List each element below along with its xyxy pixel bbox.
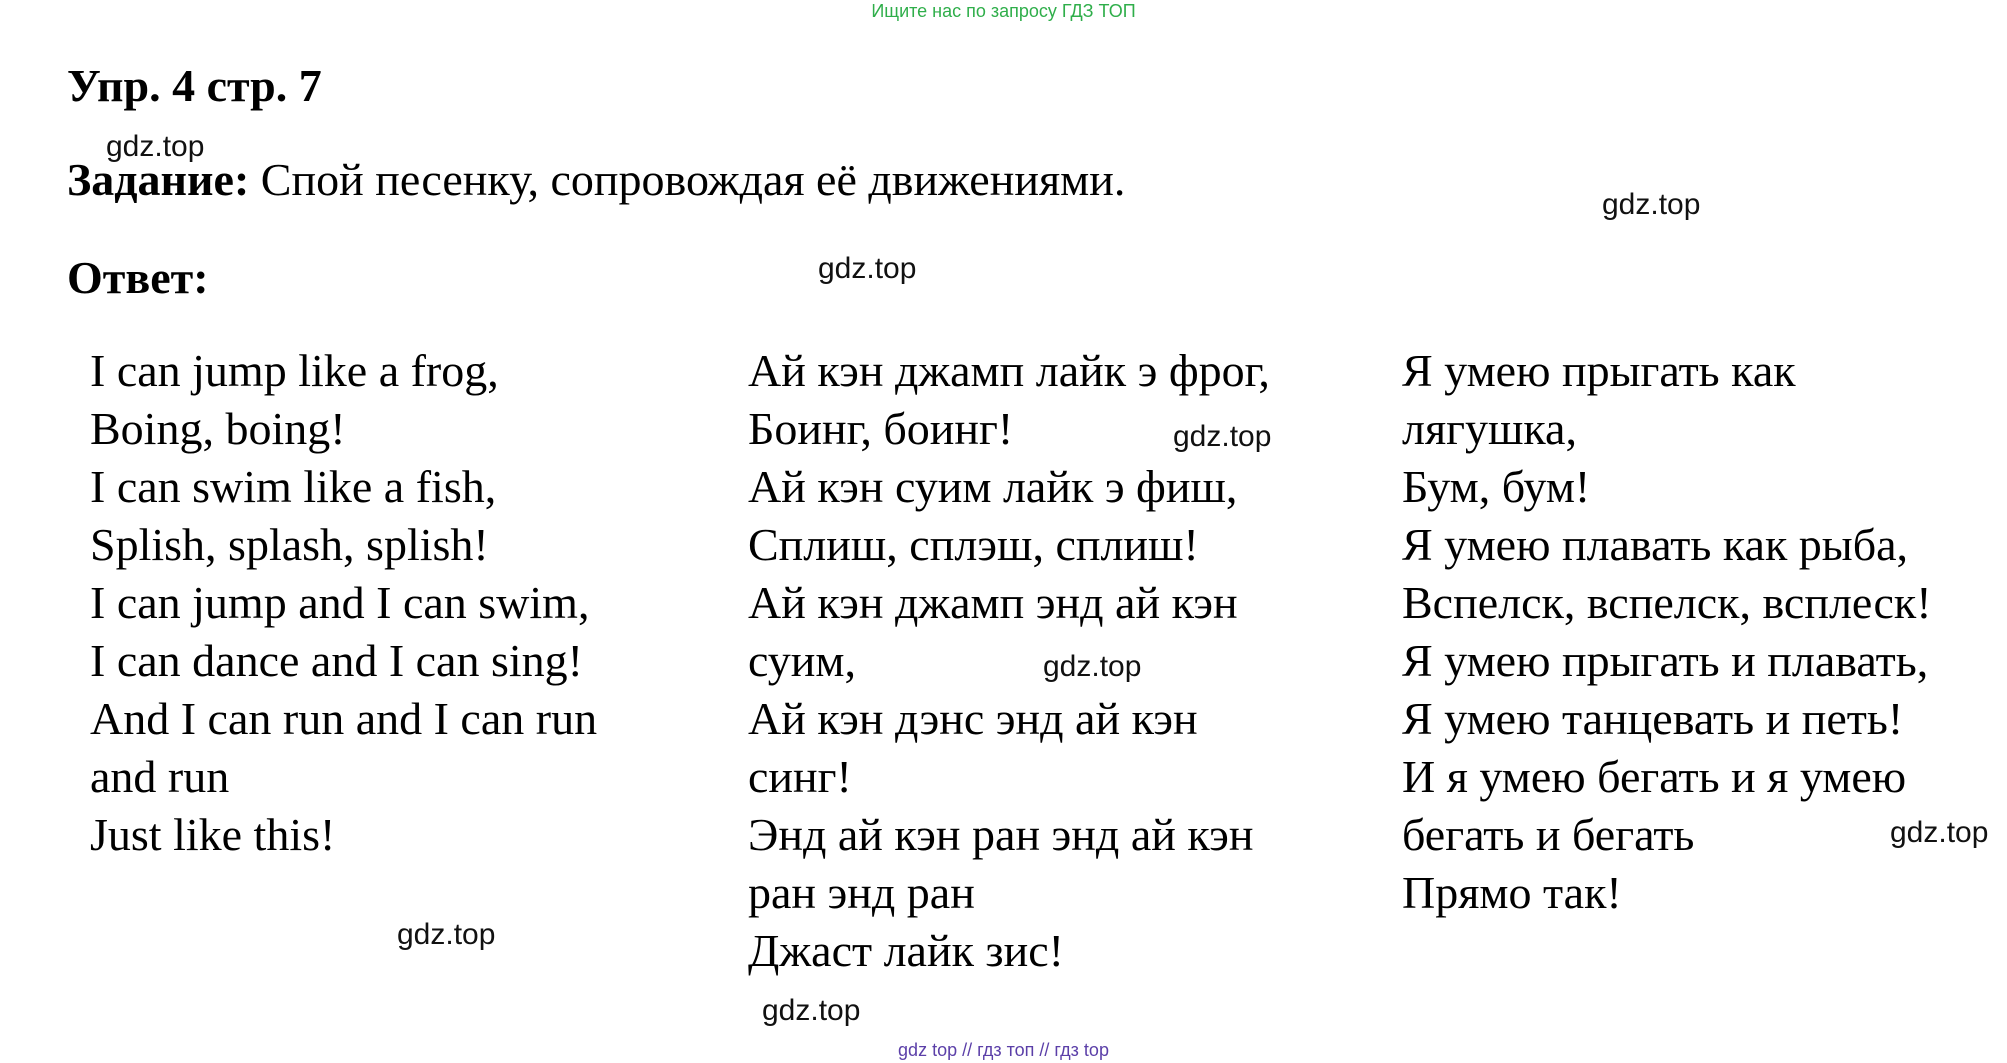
english-line: Splish, splash, splish! — [90, 519, 489, 570]
english-line: Just like this! — [90, 809, 336, 860]
translation-line: Я умею прыгать и плавать, — [1402, 635, 1929, 686]
translation-line: Я умею прыгать как — [1402, 345, 1796, 396]
translation-line: И я умею бегать и я умею — [1402, 751, 1907, 802]
translation-line: Бум, бум! — [1402, 461, 1591, 512]
transcription-line: синг! — [748, 751, 852, 802]
translation-column — [1402, 342, 1932, 922]
transcription-line: суим, — [748, 635, 857, 686]
english-line: And I can run and I can run — [90, 693, 598, 744]
watermark: gdz.top — [1173, 420, 1272, 453]
english-line: I can jump and I can swim, — [90, 577, 590, 628]
transcription-line: Сплиш, сплэш, сплиш! — [748, 519, 1199, 570]
transcription-line: Джаст лайк зис! — [748, 925, 1064, 976]
english-line: I can dance and I can sing! — [90, 635, 583, 686]
task-line — [67, 154, 1125, 206]
transcription-line: Ай кэн дэнс энд ай кэн — [748, 693, 1198, 744]
translation-line: бегать и бегать — [1402, 809, 1695, 860]
transcription-line: Энд ай кэн ран энд ай кэн — [748, 809, 1254, 860]
english-line: I can swim like a fish, — [90, 461, 497, 512]
transcription-line: Ай кэн джамп лайк э фрог, — [748, 345, 1270, 396]
watermark: gdz.top — [762, 994, 861, 1027]
english-line: Boing, boing! — [90, 403, 346, 454]
english-column — [90, 342, 597, 864]
translation-line: Я умею плавать как рыба, — [1402, 519, 1909, 570]
answer-label: Ответ: — [67, 252, 209, 303]
transcription-line: Боинг, боинг! — [748, 403, 1014, 454]
transcription-line: ран энд ран — [748, 867, 975, 918]
watermark: gdz.top — [106, 130, 205, 163]
english-line: and run — [90, 751, 230, 802]
translation-line: Прямо так! — [1402, 867, 1622, 918]
watermark: gdz.top — [397, 918, 496, 951]
translation-line: Вспелск, вспелск, всплеск! — [1402, 577, 1932, 628]
task-label: Задание: — [67, 154, 250, 205]
watermark: gdz.top — [1602, 188, 1701, 221]
bottom-banner: gdz top // гдз топ // гдз top — [898, 1040, 1109, 1060]
page-title: Упр. 4 стр. 7 — [67, 60, 322, 111]
translation-line: лягушка, — [1402, 403, 1577, 454]
task-text: Спой песенку, сопровождая её движениями. — [249, 154, 1126, 205]
watermark: gdz.top — [1043, 650, 1142, 683]
english-line: I can jump like a frog, — [90, 345, 499, 396]
translation-line: Я умею танцевать и петь! — [1402, 693, 1904, 744]
transcription-line: Ай кэн джамп энд ай кэн — [748, 577, 1238, 628]
transcription-line: Ай кэн суим лайк э фиш, — [748, 461, 1238, 512]
watermark: gdz.top — [1890, 816, 1989, 849]
top-banner: Ищите нас по запросу ГДЗ ТОП — [871, 1, 1136, 21]
watermark: gdz.top — [818, 252, 917, 285]
